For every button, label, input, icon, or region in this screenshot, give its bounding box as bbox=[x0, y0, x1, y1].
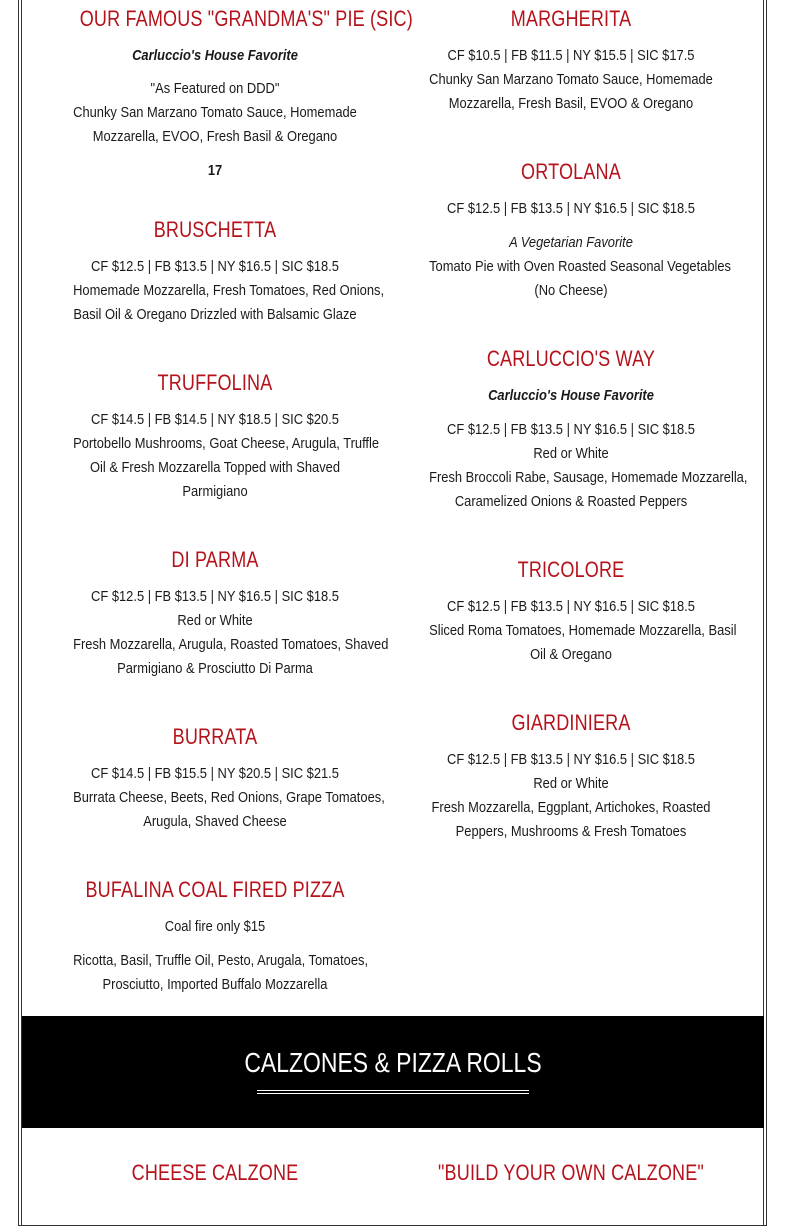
item-description: Fresh Mozzarella, Eggplant, Artichokes, Roasted bbox=[431, 799, 711, 816]
menu-item-truffolina bbox=[50, 368, 380, 504]
item-title: BUFALINA COAL FIRED PIZZA bbox=[85, 877, 345, 902]
menu-item-bufalina bbox=[50, 875, 380, 997]
item-description: Prosciutto, Imported Buffalo Mozzarella bbox=[102, 976, 328, 993]
item-title: "BUILD YOUR OWN CALZONE" bbox=[437, 1160, 705, 1185]
item-price: CF $12.5 | FB $13.5 | NY $16.5 | SIC $18.5 bbox=[91, 258, 339, 275]
item-description: Mozzarella, Fresh Basil, EVOO & Oregano bbox=[448, 95, 694, 112]
item-description: Portobello Mushrooms, Goat Cheese, Arugula, Truffle bbox=[73, 435, 380, 452]
item-favorite: Carluccio's House Favorite bbox=[488, 387, 654, 404]
item-price: CF $12.5 | FB $13.5 | NY $16.5 | SIC $18.5 bbox=[447, 598, 695, 615]
item-price: CF $12.5 | FB $13.5 | NY $16.5 | SIC $18.5 bbox=[91, 588, 339, 605]
item-description: Tomato Pie with Oven Roasted Seasonal Vegetables bbox=[429, 258, 732, 275]
item-favorite: A Vegetarian Favorite bbox=[509, 234, 633, 251]
item-price: Coal fire only $15 bbox=[164, 918, 266, 935]
menu-item-grandmas-pie bbox=[50, 4, 413, 183]
item-price: CF $10.5 | FB $11.5 | NY $15.5 | SIC $17.5 bbox=[447, 47, 695, 64]
item-title: MARGHERITA bbox=[510, 6, 632, 31]
item-description: Peppers, Mushrooms & Fresh Tomatoes bbox=[455, 823, 687, 840]
item-title: BURRATA bbox=[172, 724, 258, 749]
item-price: CF $14.5 | FB $14.5 | NY $18.5 | SIC $20.5 bbox=[91, 411, 339, 428]
menu-item-margherita bbox=[406, 4, 736, 116]
menu-item-di-parma bbox=[50, 545, 389, 681]
menu-item-build-your-own-calzone bbox=[406, 1158, 736, 1188]
menu-item-cheese-calzone bbox=[50, 1158, 380, 1188]
item-description: Chunky San Marzano Tomato Sauce, Homemade bbox=[73, 104, 357, 121]
menu-item-ortolana bbox=[406, 157, 736, 303]
item-description: Sliced Roma Tomatoes, Homemade Mozzarella, Basil bbox=[429, 622, 737, 639]
section-title-underline bbox=[257, 1090, 529, 1094]
item-description: Oil & Fresh Mozzarella Topped with Shaved bbox=[89, 459, 340, 476]
item-title: GIARDINIERA bbox=[511, 710, 631, 735]
item-title: TRICOLORE bbox=[517, 557, 625, 582]
item-price: CF $12.5 | FB $13.5 | NY $16.5 | SIC $18.5 bbox=[447, 421, 695, 438]
item-price: CF $14.5 | FB $15.5 | NY $20.5 | SIC $21.5 bbox=[91, 765, 339, 782]
item-description: Arugula, Shaved Cheese bbox=[143, 813, 287, 830]
item-title: OUR FAMOUS "GRANDMA'S" PIE (SIC) bbox=[79, 6, 413, 31]
item-option: Red or White bbox=[177, 612, 253, 629]
item-option: Red or White bbox=[533, 445, 609, 462]
menu-item-bruschetta bbox=[50, 215, 385, 327]
item-featured: "As Featured on DDD" bbox=[150, 80, 280, 97]
item-description: Oil & Oregano bbox=[530, 646, 612, 663]
menu-item-carluccios-way bbox=[406, 344, 748, 514]
item-description: Chunky San Marzano Tomato Sauce, Homemade bbox=[429, 71, 713, 88]
item-description: Homemade Mozzarella, Fresh Tomatoes, Red Onions, bbox=[73, 282, 385, 299]
item-price: CF $12.5 | FB $13.5 | NY $16.5 | SIC $18.5 bbox=[447, 751, 695, 768]
menu-item-giardiniera bbox=[406, 708, 736, 844]
item-price: 17 bbox=[207, 162, 223, 179]
item-title: CHEESE CALZONE bbox=[131, 1160, 299, 1185]
section-title: CALZONES & PIZZA ROLLS bbox=[244, 1047, 542, 1078]
item-description: Burrata Cheese, Beets, Red Onions, Grape Tomatoes, bbox=[73, 789, 385, 806]
item-title: CARLUCCIO'S WAY bbox=[486, 346, 656, 371]
item-title: DI PARMA bbox=[171, 547, 259, 572]
item-title: BRUSCHETTA bbox=[153, 217, 277, 242]
menu-item-tricolore bbox=[406, 555, 736, 667]
item-description: Parmigiano & Prosciutto Di Parma bbox=[117, 660, 313, 677]
item-description: Caramelized Onions & Roasted Peppers bbox=[454, 493, 688, 510]
item-description: Fresh Mozzarella, Arugula, Roasted Tomatoes, Shaved bbox=[73, 636, 389, 653]
item-title: ORTOLANA bbox=[521, 159, 621, 184]
section-banner bbox=[22, 1016, 764, 1128]
item-title: TRUFFOLINA bbox=[157, 370, 273, 395]
item-description: Parmigiano bbox=[182, 483, 248, 500]
item-description: Mozzarella, EVOO, Fresh Basil & Oregano bbox=[92, 128, 338, 145]
item-description: Ricotta, Basil, Truffle Oil, Pesto, Arugala, Tomatoes, bbox=[73, 952, 369, 969]
item-price: CF $12.5 | FB $13.5 | NY $16.5 | SIC $18.5 bbox=[447, 200, 695, 217]
item-description: Basil Oil & Oregano Drizzled with Balsamic Glaze bbox=[73, 306, 357, 323]
item-option: Red or White bbox=[533, 775, 609, 792]
item-favorite: Carluccio's House Favorite bbox=[132, 47, 298, 64]
item-description: (No Cheese) bbox=[534, 282, 608, 299]
item-description: Fresh Broccoli Rabe, Sausage, Homemade Mozzarella, bbox=[429, 469, 748, 486]
menu-item-burrata bbox=[50, 722, 385, 834]
